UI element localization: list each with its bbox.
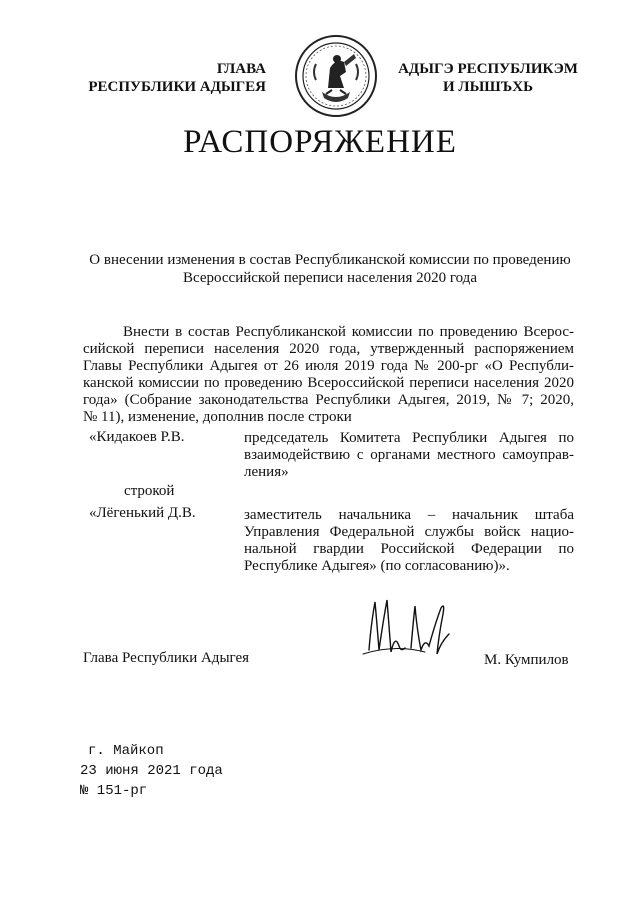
place-of-issue: г. Майкоп bbox=[88, 743, 164, 759]
subject-line: О внесении изменения в состав Республиканской комиссии по проведению bbox=[89, 252, 571, 268]
paragraph-line: сийской переписи населения 2020 года, утвержденный распоряжением bbox=[83, 341, 574, 357]
main-paragraph bbox=[83, 324, 574, 426]
signatory-name: М. Кумпилов bbox=[484, 652, 569, 668]
row2-desc-line: заместитель начальника – начальник штаба bbox=[244, 507, 574, 523]
row2-desc-line: нальной гвардии Российской Федерации по bbox=[244, 541, 574, 557]
row1-name: «Кидакоев Р.В. bbox=[89, 429, 185, 445]
issuer-left bbox=[80, 60, 266, 96]
row2-desc-line: Республике Адыгея» (по согласованию)». bbox=[244, 558, 510, 574]
paragraph-line: Главы Республики Адыгея от 26 июля 2019 года № 200-рг «О Республи- bbox=[83, 358, 574, 374]
row2-desc-line: Управления Федеральной службы войск нацио- bbox=[244, 524, 574, 540]
coat-of-arms-icon bbox=[292, 32, 380, 120]
paragraph-line: года» (Собрание законодательства Республики Адыгея, 2019, № 7; 2020, bbox=[83, 392, 574, 408]
document-subject bbox=[70, 251, 590, 287]
issuer-right-line2: И ЛЫШЪХЬ bbox=[442, 79, 534, 95]
row1-desc-line: взаимодействию с органами местного самоуправ- bbox=[244, 447, 574, 463]
issuer-left-line2: РЕСПУБЛИКИ АДЫГЕЯ bbox=[88, 79, 266, 95]
issuer-left-line1: ГЛАВА bbox=[216, 61, 266, 77]
row2-name: «Лёгенький Д.В. bbox=[89, 505, 196, 521]
row1-description bbox=[244, 430, 574, 481]
issue-date: 23 июня 2021 года bbox=[80, 763, 223, 779]
connector-word: строкой bbox=[124, 483, 175, 499]
issuer-right-line1: АДЫГЭ РЕСПУБЛИКЭМ bbox=[398, 61, 578, 77]
paragraph-line: Внести в состав Республиканской комиссии по проведению Всерос- bbox=[123, 324, 574, 340]
paragraph-line: канской комиссии по проведению Всероссийской переписи населения 2020 bbox=[83, 375, 574, 391]
subject-line: Всероссийской переписи населения 2020 года bbox=[183, 270, 477, 286]
issuer-right bbox=[388, 60, 588, 96]
paragraph-line: № 11), изменение, дополнив после строки bbox=[83, 409, 352, 425]
row1-desc-line: председатель Комитета Республики Адыгея по bbox=[244, 430, 574, 446]
document-type: РАСПОРЯЖЕНИЕ bbox=[183, 124, 457, 160]
handwritten-signature bbox=[355, 594, 465, 664]
row2-description bbox=[244, 507, 574, 575]
document-number: № 151-рг bbox=[80, 783, 148, 799]
signatory-post: Глава Республики Адыгея bbox=[83, 650, 250, 666]
row1-desc-line: ления» bbox=[244, 464, 289, 480]
